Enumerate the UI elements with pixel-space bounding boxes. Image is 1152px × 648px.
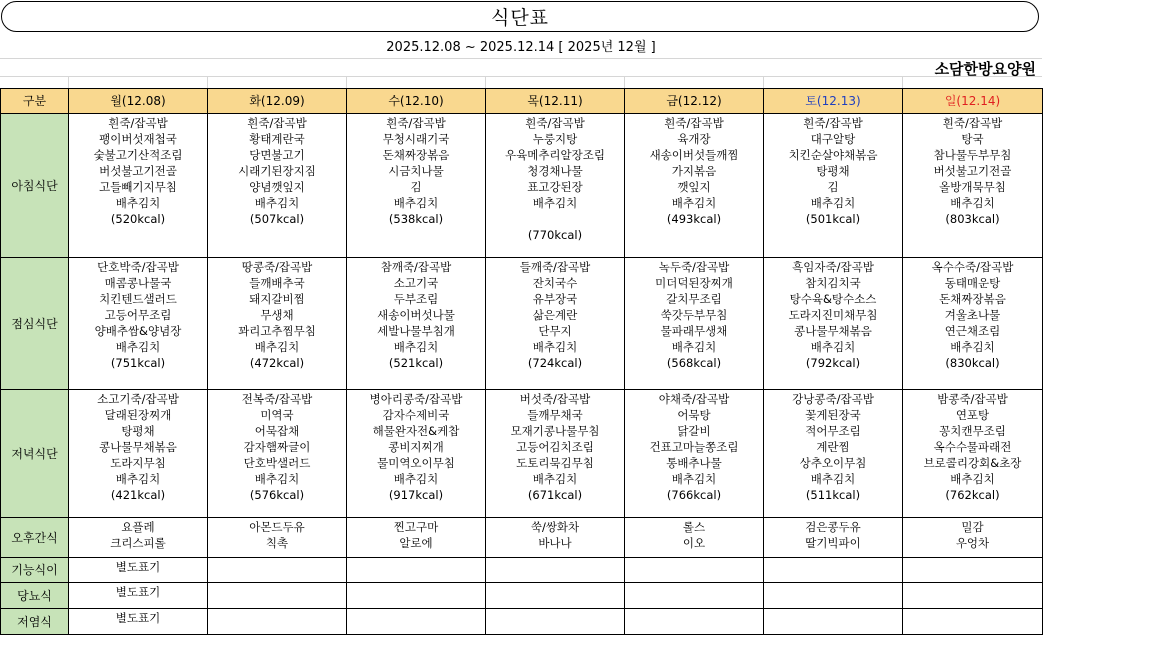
menu-item: 탕국: [961, 132, 984, 146]
menu-item: 탕평채: [121, 424, 155, 438]
grid-line: [902, 76, 903, 88]
menu-cell: [764, 390, 903, 518]
menu-item: (511kcal): [805, 488, 861, 502]
menu-cell: [69, 258, 208, 390]
menu-item: 강낭콩죽/잡곡밥: [792, 392, 874, 406]
menu-item: 흰죽/잡곡밥: [525, 116, 585, 130]
menu-cell: [903, 558, 1043, 583]
menu-item: 물미역오이무침: [377, 456, 455, 470]
menu-item: 단호박죽/잡곡밥: [97, 260, 179, 274]
menu-cell: [69, 114, 208, 258]
menu-item: 연근채조림: [944, 324, 1001, 338]
menu-cell: [347, 518, 486, 558]
meal-row: [1, 114, 1043, 258]
menu-item: 황태계란국: [249, 132, 305, 146]
menu-item: 참치김치국: [805, 276, 861, 290]
menu-item: 콩나물무채볶음: [99, 440, 177, 454]
menu-cell: [903, 258, 1043, 390]
menu-item: 해물완자전&케찹: [372, 424, 460, 438]
menu-item: (576kcal): [249, 488, 305, 502]
menu-cell: [208, 518, 347, 558]
menu-item: 감자수제비국: [382, 408, 450, 422]
menu-item: 버섯불고기전골: [933, 164, 1012, 178]
menu-item: 별도표기: [115, 560, 161, 574]
menu-cell: [625, 518, 764, 558]
menu-item: 배추김치: [810, 340, 856, 354]
menu-cell: [69, 583, 208, 609]
menu-item: 들깨죽/잡곡밥: [519, 260, 591, 274]
menu-item: 돈채짜장볶음: [382, 148, 450, 162]
menu-item: 배추김치: [671, 196, 717, 210]
menu-item: 들깨무채국: [527, 408, 583, 422]
menu-item: 상추오이무침: [799, 456, 867, 470]
menu-item: 배추김치: [950, 472, 995, 486]
menu-item: 배추김치: [950, 340, 995, 354]
menu-item: (568kcal): [666, 356, 722, 370]
menu-item: 연포탕: [955, 408, 990, 422]
menu-item: 콩나물무채볶음: [794, 324, 872, 338]
menu-cell: [764, 114, 903, 258]
menu-item: (671kcal): [527, 488, 583, 502]
menu-cell: [347, 114, 486, 258]
menu-item: 시래기된장지짐: [238, 164, 316, 178]
menu-item: 흰죽/잡곡밥: [386, 116, 446, 130]
day-header: 수(12.10): [347, 89, 486, 114]
menu-item: 미역국: [260, 408, 294, 422]
menu-item: 고들빼기지무침: [99, 180, 177, 194]
menu-cell: [903, 583, 1043, 609]
menu-item: 물파래무생채: [660, 324, 728, 338]
menu-item: 적어무조림: [805, 424, 861, 438]
menu-item: (917kcal): [388, 488, 444, 502]
menu-cell: [625, 558, 764, 583]
menu-item: (751kcal): [110, 356, 166, 370]
menu-item: (501kcal): [805, 212, 861, 226]
menu-cell: [69, 390, 208, 518]
grid-line: [346, 76, 347, 88]
grid-line: [68, 76, 69, 88]
menu-item: 찐고구마: [393, 520, 439, 534]
menu-item: (520kcal): [110, 212, 166, 226]
menu-item: 탕평채: [816, 164, 850, 178]
menu-item: 대구알탕: [810, 132, 856, 146]
facility-name: 소담한방요양원: [934, 59, 1036, 78]
day-header: 토(12.13): [764, 89, 903, 114]
menu-cell: [764, 609, 903, 635]
menu-item: 옥수수죽/잡곡밥: [931, 260, 1014, 274]
menu-cell: [903, 114, 1043, 258]
menu-item: 김: [827, 180, 839, 194]
menu-item: 치킨텐드샐러드: [99, 292, 177, 306]
menu-item: 참깨죽/잡곡밥: [380, 260, 452, 274]
meal-label: 아침식단: [1, 114, 69, 258]
menu-cell: [208, 558, 347, 583]
meal-label: 점심식단: [1, 258, 69, 390]
meal-row: [1, 558, 1043, 583]
menu-item: 달래된장찌개: [104, 408, 172, 422]
menu-item: (762kcal): [945, 488, 1000, 502]
menu-item: 배추김치: [393, 340, 439, 354]
menu-cell: [208, 258, 347, 390]
menu-item: 깻잎지: [677, 180, 711, 194]
menu-cell: [625, 114, 764, 258]
menu-item: (830kcal): [945, 356, 1000, 370]
menu-cell: [486, 114, 625, 258]
menu-item: 요플레: [121, 520, 155, 534]
menu-item: 소고기국: [393, 276, 439, 290]
menu-item: 돼지갈비찜: [249, 292, 305, 306]
menu-item: 바나나: [538, 536, 572, 550]
menu-item: (538kcal): [388, 212, 444, 226]
menu-item: 계란찜: [816, 440, 850, 454]
menu-item: 땅콩죽/잡곡밥: [241, 260, 313, 274]
menu-cell: [208, 114, 347, 258]
menu-item: 배추김치: [950, 196, 995, 210]
menu-cell: [625, 583, 764, 609]
menu-item: 동태매운탕: [944, 276, 1001, 290]
menu-item: 배추김치: [532, 472, 578, 486]
menu-item: 꽈리고추찜무침: [238, 324, 316, 338]
menu-item: 올방개묵무침: [939, 180, 1006, 194]
menu-item: (766kcal): [666, 488, 722, 502]
menu-item: 크리스피롤: [110, 536, 166, 550]
menu-item: 흰죽/잡곡밥: [803, 116, 863, 130]
header-row: [1, 89, 1043, 114]
menu-item: 감자햄짜글이: [243, 440, 311, 454]
menu-item: 배추김치: [115, 340, 161, 354]
menu-item: 꽁치캔무조림: [939, 424, 1006, 438]
menu-item: 모재기콩나물무침: [510, 424, 600, 438]
menu-item: 버섯불고기전골: [99, 164, 177, 178]
menu-item: 도라지진미채무침: [788, 308, 878, 322]
menu-item: 고등어김치조림: [516, 440, 594, 454]
menu-item: 단무지: [538, 324, 572, 338]
menu-cell: [903, 390, 1043, 518]
menu-item: (507kcal): [249, 212, 305, 226]
menu-item: 팽이버섯재첩국: [99, 132, 177, 146]
menu-table: [0, 88, 1043, 635]
menu-item: (770kcal): [527, 228, 583, 242]
menu-item: 별도표기: [115, 585, 161, 599]
menu-item: 세발나물부침개: [377, 324, 455, 338]
menu-item: 건표고마늘쫑조림: [649, 440, 739, 454]
menu-cell: [69, 518, 208, 558]
menu-item: 별도표기: [115, 611, 161, 625]
menu-item: (724kcal): [527, 356, 583, 370]
menu-item: 돈채짜장볶음: [939, 292, 1006, 306]
menu-item: 갈치무조림: [666, 292, 722, 306]
menu-item: 흰죽/잡곡밥: [108, 116, 168, 130]
menu-cell: [486, 558, 625, 583]
menu-cell: [625, 390, 764, 518]
menu-cell: [347, 609, 486, 635]
meal-label: 기능식이: [1, 558, 69, 583]
menu-cell: [764, 518, 903, 558]
menu-item: 칙촉: [265, 536, 289, 550]
menu-cell: [486, 583, 625, 609]
menu-item: 배추김치: [254, 340, 300, 354]
menu-item: 밤콩죽/잡곡밥: [937, 392, 1008, 406]
menu-item: 전복죽/잡곡밥: [241, 392, 313, 406]
menu-cell: [208, 609, 347, 635]
menu-item: 참나물두부무침: [933, 148, 1012, 162]
menu-item: 새송이버섯들깨찜: [649, 148, 739, 162]
menu-item: 겨울초나물: [944, 308, 1001, 322]
menu-item: 야채죽/잡곡밥: [658, 392, 730, 406]
menu-cell: [486, 390, 625, 518]
menu-item: 무생채: [260, 308, 294, 322]
menu-item: 흰죽/잡곡밥: [664, 116, 724, 130]
meal-row: [1, 518, 1043, 558]
grid-line: [207, 76, 208, 88]
meal-label: 당뇨식: [1, 583, 69, 609]
menu-item: 표고강된장: [527, 180, 583, 194]
menu-item: 브로콜리강회&초장: [923, 456, 1022, 470]
meal-row: [1, 390, 1043, 518]
menu-item: 새송이버섯나물: [377, 308, 455, 322]
menu-item: 배추김치: [810, 196, 856, 210]
menu-item: 잔치국수: [532, 276, 578, 290]
menu-item: 아몬드두유: [249, 520, 305, 534]
menu-item: 유부장국: [532, 292, 578, 306]
menu-item: 흑임자죽/잡곡밥: [792, 260, 874, 274]
menu-cell: [625, 258, 764, 390]
menu-item: 양념깻잎지: [249, 180, 305, 194]
menu-item: (421kcal): [110, 488, 166, 502]
menu-item: 녹두죽/잡곡밥: [658, 260, 730, 274]
menu-item: 청경채나물: [527, 164, 583, 178]
menu-item: 배추김치: [532, 340, 578, 354]
header-label: 구분: [1, 89, 69, 114]
day-header: 화(12.09): [208, 89, 347, 114]
meal-row: [1, 583, 1043, 609]
menu-item: 삶은계란: [532, 308, 578, 322]
menu-cell: [903, 518, 1043, 558]
menu-item: 소고기죽/잡곡밥: [97, 392, 179, 406]
menu-item: 딸기빅파이: [805, 536, 861, 550]
menu-cell: [486, 258, 625, 390]
menu-item: 김: [410, 180, 422, 194]
menu-cell: [208, 390, 347, 518]
menu-item: 쑥갓두부무침: [660, 308, 728, 322]
menu-item: (521kcal): [388, 356, 444, 370]
menu-cell: [903, 609, 1043, 635]
menu-item: 버섯죽/잡곡밥: [519, 392, 591, 406]
menu-item: (792kcal): [805, 356, 861, 370]
menu-item: 두부조림: [393, 292, 439, 306]
menu-item: (472kcal): [249, 356, 305, 370]
menu-item: (803kcal): [945, 212, 1000, 226]
menu-item: 탕수육&탕수소스: [789, 292, 877, 306]
menu-item: 이오: [682, 536, 706, 550]
menu-item: 배추김치: [671, 340, 717, 354]
menu-item: 배추김치: [254, 472, 300, 486]
grid-line: [485, 76, 486, 88]
menu-item: 도토리묵김무침: [516, 456, 594, 470]
day-header: 일(12.14): [903, 89, 1043, 114]
menu-item: 검은콩두유: [805, 520, 861, 534]
menu-item: 양배추쌈&양념장: [94, 324, 182, 338]
grid-line: [763, 76, 764, 88]
menu-cell: [347, 390, 486, 518]
menu-item: [486, 211, 624, 227]
menu-cell: [486, 609, 625, 635]
sheet-title: 식단표: [1, 1, 1039, 32]
menu-item: 병아리콩죽/잡곡밥: [369, 392, 463, 406]
menu-item: 어묵잡채: [254, 424, 300, 438]
meal-label: 저녁식단: [1, 390, 69, 518]
menu-item: 밀감: [961, 520, 984, 534]
menu-item: 알로에: [399, 536, 433, 550]
menu-item: 닭갈비: [677, 424, 711, 438]
day-header: 금(12.12): [625, 89, 764, 114]
menu-item: 꽃게된장국: [805, 408, 861, 422]
menu-item: 배추김치: [671, 472, 717, 486]
menu-item: 롤스: [682, 520, 706, 534]
menu-cell: [764, 583, 903, 609]
menu-item: 배추김치: [115, 196, 161, 210]
meal-label: 저염식: [1, 609, 69, 635]
menu-cell: [347, 583, 486, 609]
menu-cell: [347, 558, 486, 583]
menu-item: 흰죽/잡곡밥: [247, 116, 307, 130]
menu-cell: [69, 558, 208, 583]
menu-item: 통배추나물: [666, 456, 722, 470]
menu-item: 미더덕된장찌개: [655, 276, 733, 290]
menu-item: 옥수수물파래전: [933, 440, 1012, 454]
menu-item: 배추김치: [532, 196, 578, 210]
menu-item: 매콤콩나물국: [104, 276, 172, 290]
menu-item: 누룽지탕: [532, 132, 578, 146]
day-header: 목(12.11): [486, 89, 625, 114]
menu-item: 시금치나물: [388, 164, 444, 178]
meal-label: 오후간식: [1, 518, 69, 558]
menu-item: 숯불고기산적조림: [93, 148, 183, 162]
menu-item: 배추김치: [254, 196, 300, 210]
menu-item: (493kcal): [666, 212, 722, 226]
meal-row: [1, 258, 1043, 390]
menu-cell: [764, 558, 903, 583]
menu-cell: [208, 583, 347, 609]
menu-item: 고등어무조림: [104, 308, 172, 322]
menu-item: 콩비지찌개: [388, 440, 444, 454]
menu-item: 우육메추리알장조림: [505, 148, 605, 162]
menu-cell: [347, 258, 486, 390]
menu-cell: [69, 609, 208, 635]
meal-row: [1, 609, 1043, 635]
menu-item: 육개장: [677, 132, 711, 146]
menu-item: 배추김치: [115, 472, 161, 486]
menu-item: 단호박샐러드: [243, 456, 311, 470]
menu-item: 치킨순살야채볶음: [788, 148, 878, 162]
menu-item: 들깨배추국: [249, 276, 305, 290]
menu-item: 배추김치: [393, 472, 439, 486]
menu-item: 배추김치: [810, 472, 856, 486]
menu-item: 흰죽/잡곡밥: [942, 116, 1003, 130]
grid-line: [624, 76, 625, 88]
menu-cell: [764, 258, 903, 390]
day-header: 월(12.08): [69, 89, 208, 114]
menu-item: 가지볶음: [671, 164, 717, 178]
menu-item: 당면불고기: [249, 148, 305, 162]
menu-item: 우엉차: [955, 536, 990, 550]
menu-period: 2025.12.08 ~ 2025.12.14 [ 2025년 12월 ]: [386, 40, 656, 55]
menu-item: 쑥/쌍화차: [530, 520, 580, 534]
menu-item: 배추김치: [393, 196, 439, 210]
menu-item: 어묵탕: [677, 408, 711, 422]
grid-line: [0, 76, 1042, 77]
menu-cell: [486, 518, 625, 558]
menu-item: 무청시래기국: [382, 132, 450, 146]
menu-item: 도라지무침: [110, 456, 166, 470]
menu-cell: [625, 609, 764, 635]
grid-line: [0, 58, 1042, 59]
